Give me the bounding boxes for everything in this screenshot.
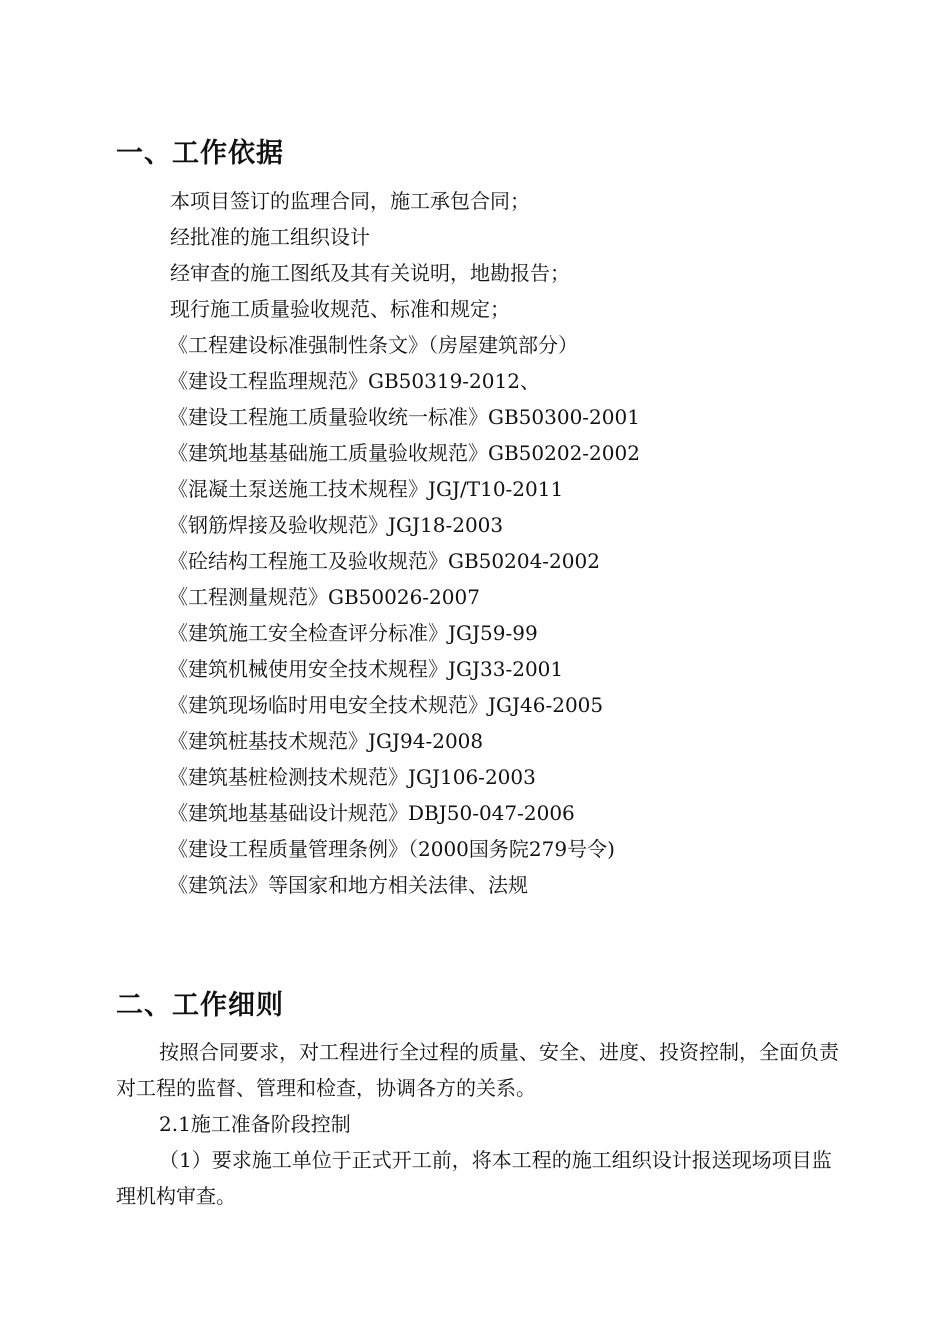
list-item: 《混凝土泵送施工技术规程》JGJ/T10-2011 [168, 477, 564, 501]
list-item: 《建筑基桩检测技术规范》JGJ106-2003 [168, 765, 536, 789]
list-item: 《建设工程施工质量验收统一标准》GB50300-2001 [168, 405, 640, 429]
intro-paragraph: 按照合同要求，对工程进行全过程的质量、安全、进度、投资控制，全面负责对工程的监督、管理和检查，协调各方的关系。 [116, 1040, 839, 1100]
rule-paragraph: （1）要求施工单位于正式开工前，将本工程的施工组织设计报送现场项目监理机构审查。 [116, 1148, 832, 1208]
list-item: 《建设工程监理规范》GB50319-2012、 [168, 369, 540, 393]
list-item: 经批准的施工组织设计 [170, 225, 370, 249]
list-item: 《工程建设标准强制性条文》（房屋建筑部分） [168, 333, 578, 357]
list-item: 《工程测量规范》GB50026-2007 [168, 585, 480, 609]
list-item: 《砼结构工程施工及验收规范》GB50204-2002 [168, 549, 600, 573]
list-item: 《建筑法》等国家和地方相关法律、法规 [168, 873, 528, 897]
subsection-heading: 2.1施工准备阶段控制 [159, 1112, 351, 1136]
list-item: 《建设工程质量管理条例》（2000国务院279号令) [168, 837, 615, 861]
work-basis-list [168, 187, 640, 907]
list-item: 《建筑桩基技术规范》JGJ94-2008 [168, 729, 484, 753]
list-item: 《建筑施工安全检查评分标准》JGJ59-99 [168, 621, 538, 645]
section-heading-work-basis: 一、工作依据 [116, 138, 284, 169]
list-item: 《建筑地基基础施工质量验收规范》GB50202-2002 [168, 441, 640, 465]
list-item: 《建筑现场临时用电安全技术规范》JGJ46-2005 [168, 693, 604, 717]
section-heading-work-rules: 二、工作细则 [116, 990, 284, 1021]
list-item: 本项目签订的监理合同，施工承包合同； [170, 189, 530, 213]
list-item: 经审查的施工图纸及其有关说明，地勘报告； [170, 261, 570, 285]
list-item: 现行施工质量验收规范、标准和规定； [170, 297, 510, 321]
list-item: 《钢筋焊接及验收规范》JGJ18-2003 [168, 513, 504, 537]
list-item: 《建筑机械使用安全技术规程》JGJ33-2001 [168, 657, 564, 681]
list-item: 《建筑地基基础设计规范》DBJ50-047-2006 [168, 801, 575, 825]
